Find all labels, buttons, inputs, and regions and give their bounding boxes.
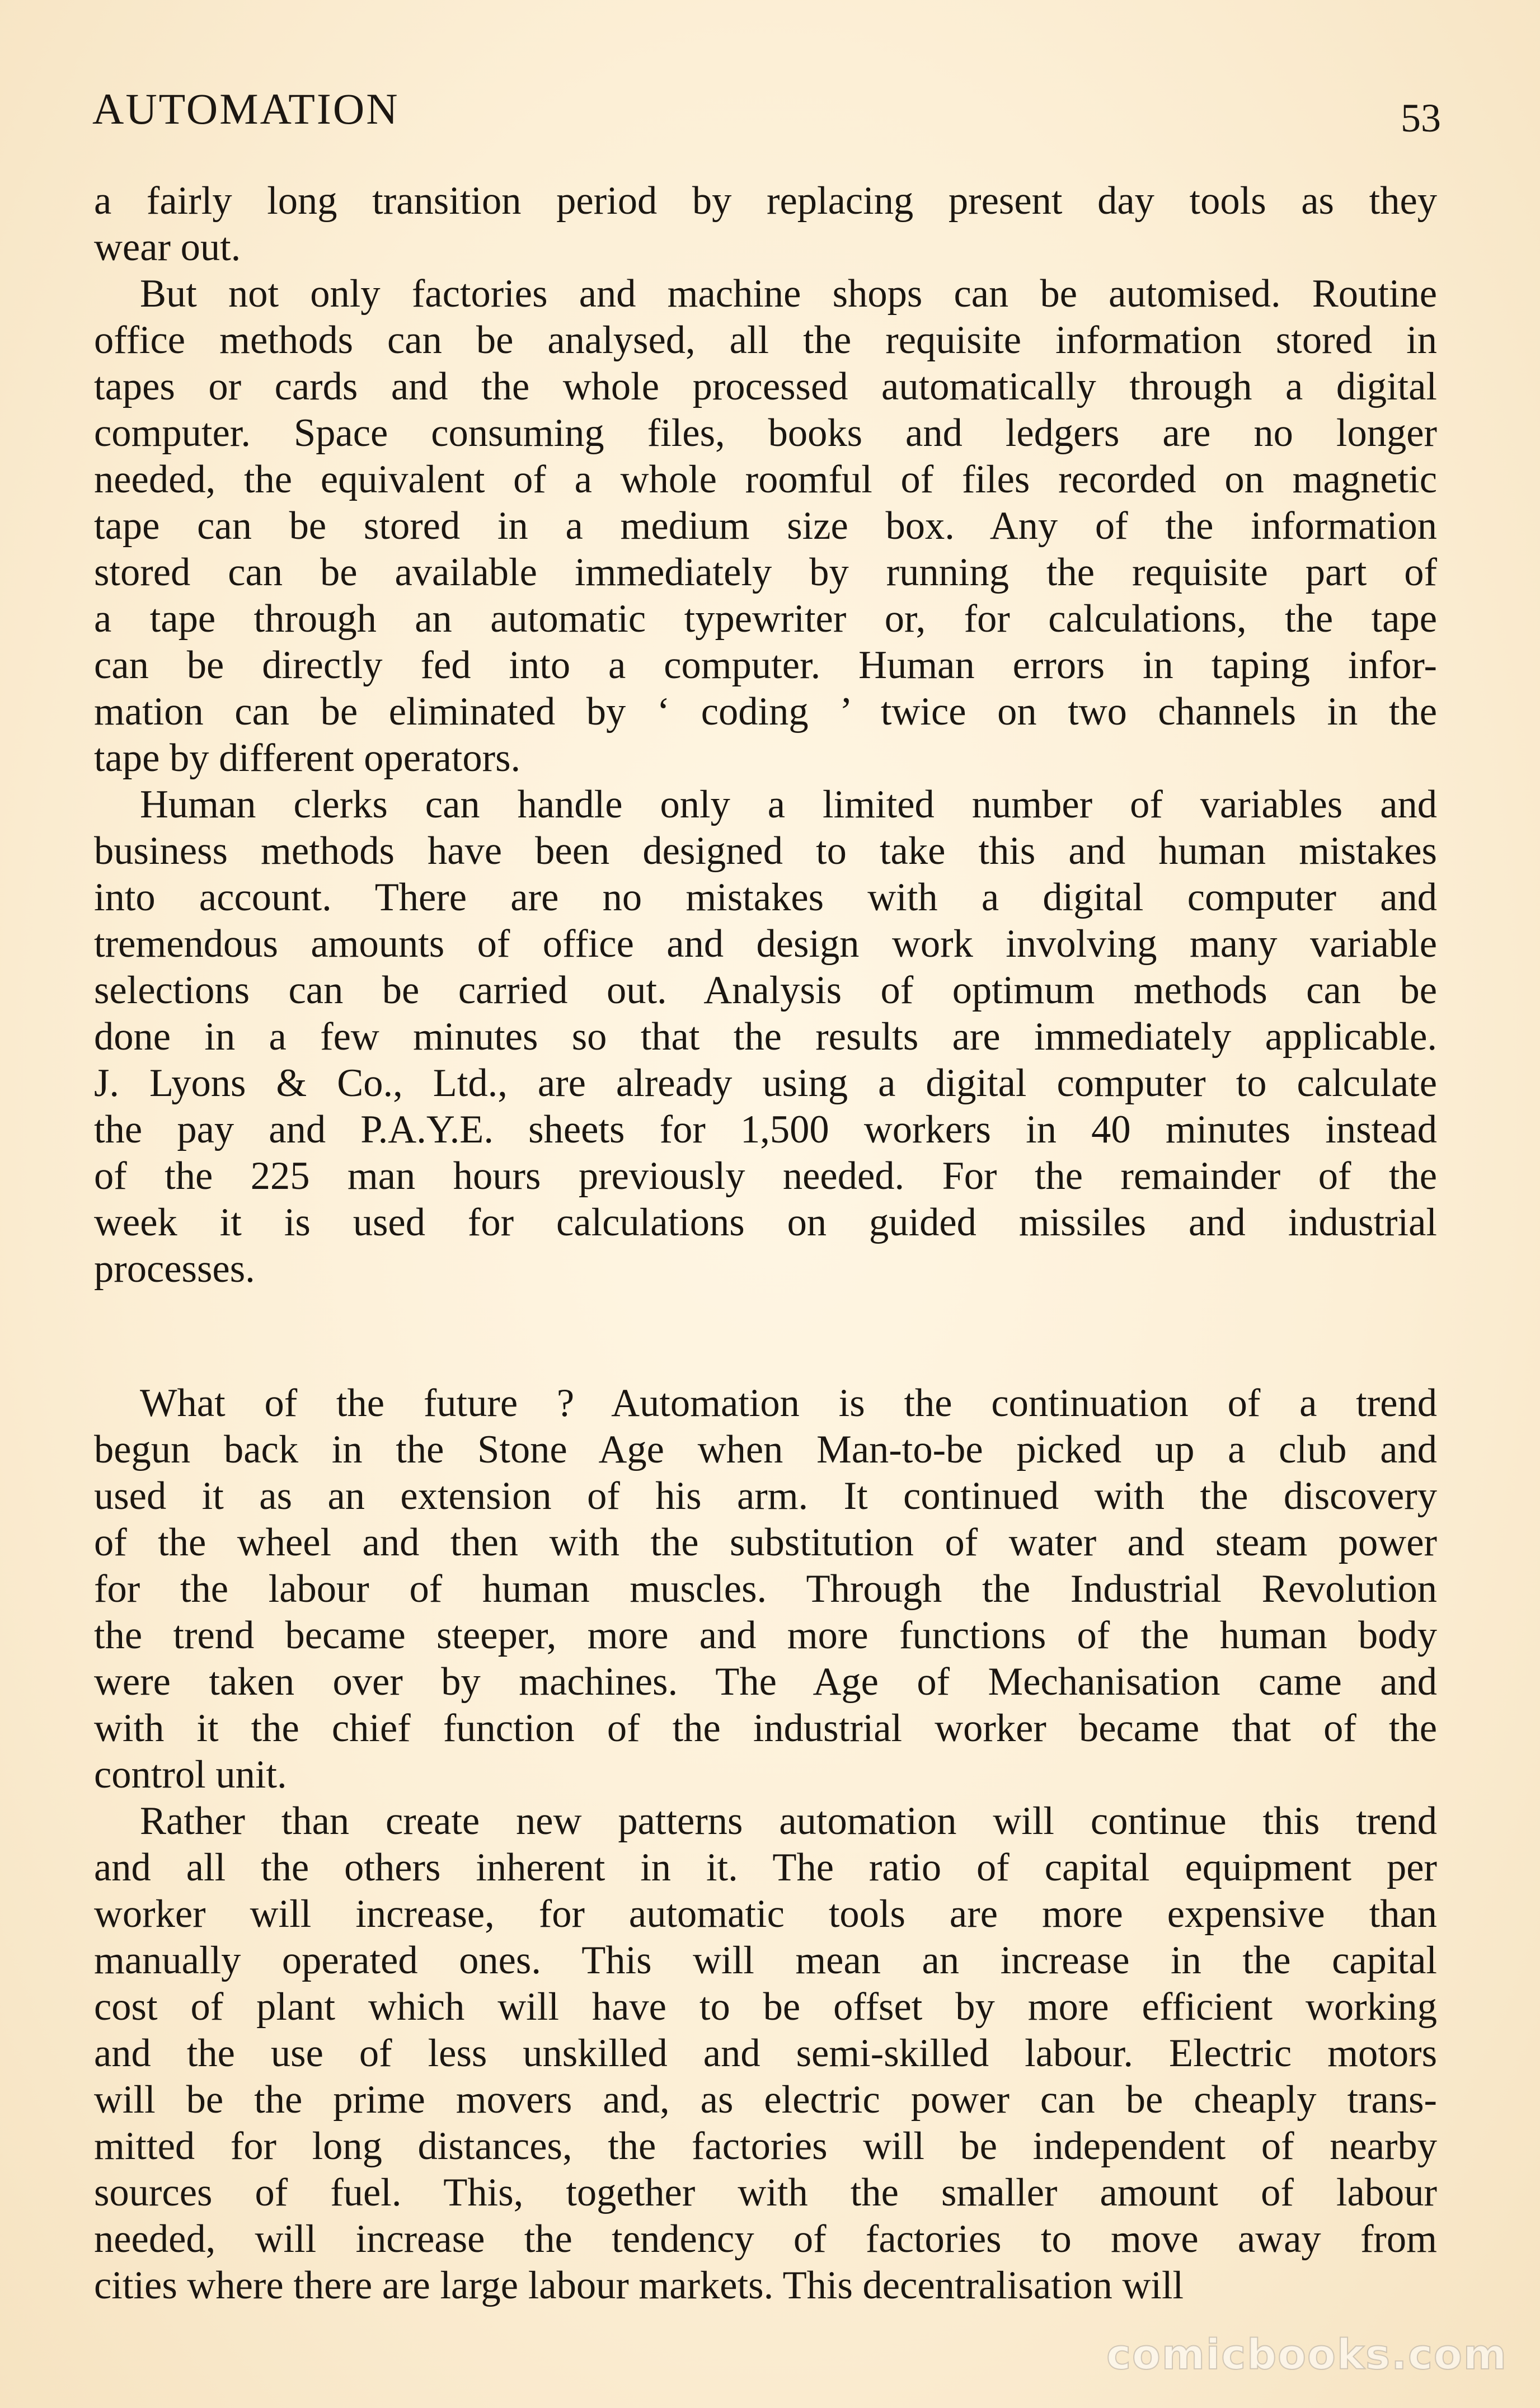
text-line: begun back in the Stone Age when Man-to-be picked up a club and bbox=[94, 1428, 1437, 1471]
text-line: selections can be carried out. Analysis of optimum methods can be bbox=[94, 968, 1437, 1012]
text-line: mitted for long distances, the factories will be independent of nearby bbox=[94, 2124, 1437, 2168]
text-line: done in a few minutes so that the results are immediately applicable. bbox=[94, 1015, 1437, 1059]
paragraph bbox=[94, 1380, 1437, 1798]
text-line: and the use of less unskilled and semi-skilled labour. Electric motors bbox=[94, 2031, 1437, 2075]
text-line: can be directly fed into a computer. Human errors in taping infor- bbox=[94, 643, 1437, 687]
text-line: processes. bbox=[94, 1247, 255, 1291]
text-line: computer. Space consuming files, books and ledgers are no longer bbox=[94, 411, 1437, 455]
text-line: mation can be eliminated by ‘ coding ’ twice on two channels in the bbox=[94, 690, 1437, 733]
text-line: needed, the equivalent of a whole roomful of files recorded on magnetic bbox=[94, 458, 1437, 501]
text-line: tapes or cards and the whole processed automatically through a digital bbox=[94, 365, 1437, 408]
text-line: the trend became steeper, more and more functions of the human body bbox=[94, 1614, 1437, 1657]
text-line: tremendous amounts of office and design work involving many variable bbox=[94, 922, 1437, 966]
text-line: a fairly long transition period by replacing present day tools as they bbox=[94, 179, 1437, 223]
text-line: a tape through an automatic typewriter or, for calculations, the tape bbox=[94, 597, 1437, 641]
text-line: for the labour of human muscles. Through the Industrial Revolution bbox=[94, 1567, 1437, 1611]
page-header bbox=[92, 78, 1441, 140]
text-line: worker will increase, for automatic tools are more expensive than bbox=[94, 1892, 1437, 1936]
text-line: What of the future ? Automation is the continuation of a trend bbox=[140, 1381, 1437, 1425]
text-line: cost of plant which will have to be offset by more efficient working bbox=[94, 1985, 1437, 2029]
text-line: control unit. bbox=[94, 1753, 287, 1796]
text-line: J. Lyons & Co., Ltd., are already using a digital computer to calculate bbox=[94, 1061, 1437, 1105]
section-break bbox=[94, 1292, 1437, 1380]
text-line: wear out. bbox=[94, 225, 241, 269]
text-line: manually operated ones. This will mean an increase in the capital bbox=[94, 1939, 1437, 1982]
text-line: business methods have been designed to take this and human mistakes bbox=[94, 829, 1437, 873]
text-line: stored can be available immediately by running the requisite part of bbox=[94, 551, 1437, 594]
body-text bbox=[94, 178, 1437, 2309]
text-line: of the wheel and then with the substitution of water and steam power bbox=[94, 1521, 1437, 1564]
watermark-logo: comicbooks.com bbox=[1106, 2331, 1508, 2379]
text-line: Human clerks can handle only a limited number of variables and bbox=[140, 783, 1437, 826]
text-line: Rather than create new patterns automation will continue this trend bbox=[140, 1799, 1437, 1843]
paragraph bbox=[94, 271, 1437, 782]
text-line: sources of fuel. This, together with the smaller amount of labour bbox=[94, 2171, 1437, 2214]
text-line: used it as an extension of his arm. It continued with the discovery bbox=[94, 1474, 1437, 1518]
text-line: tape can be stored in a medium size box. Any of the information bbox=[94, 504, 1437, 548]
text-line: of the 225 man hours previously needed. For the remainder of the bbox=[94, 1154, 1437, 1198]
paragraph bbox=[94, 782, 1437, 1292]
text-line: week it is used for calculations on guided missiles and industrial bbox=[94, 1201, 1437, 1244]
running-head: AUTOMATION bbox=[92, 84, 400, 133]
text-line: needed, will increase the tendency of factories to move away from bbox=[94, 2217, 1437, 2261]
text-line: tape by different operators. bbox=[94, 736, 521, 780]
text-line: with it the chief function of the industrial worker became that of the bbox=[94, 1706, 1437, 1750]
text-line: and all the others inherent in it. The ratio of capital equipment per bbox=[94, 1846, 1437, 1889]
text-line: were taken over by machines. The Age of Mechanisation came and bbox=[94, 1660, 1437, 1704]
text-line: into account. There are no mistakes with a digital computer and bbox=[94, 876, 1437, 919]
text-line: But not only factories and machine shops can be automised. Routine bbox=[140, 272, 1437, 316]
text-line: the pay and P.A.Y.E. sheets for 1,500 workers in 40 minutes instead bbox=[94, 1108, 1437, 1151]
paragraph bbox=[94, 178, 1437, 271]
paragraph bbox=[94, 1798, 1437, 2309]
text-line: cities where there are large labour markets. This decentralisation will bbox=[94, 2264, 1184, 2307]
page-number: 53 bbox=[1401, 96, 1441, 140]
text-line: will be the prime movers and, as electric power can be cheaply trans- bbox=[94, 2078, 1437, 2122]
text-line: office methods can be analysed, all the requisite information stored in bbox=[94, 318, 1437, 362]
